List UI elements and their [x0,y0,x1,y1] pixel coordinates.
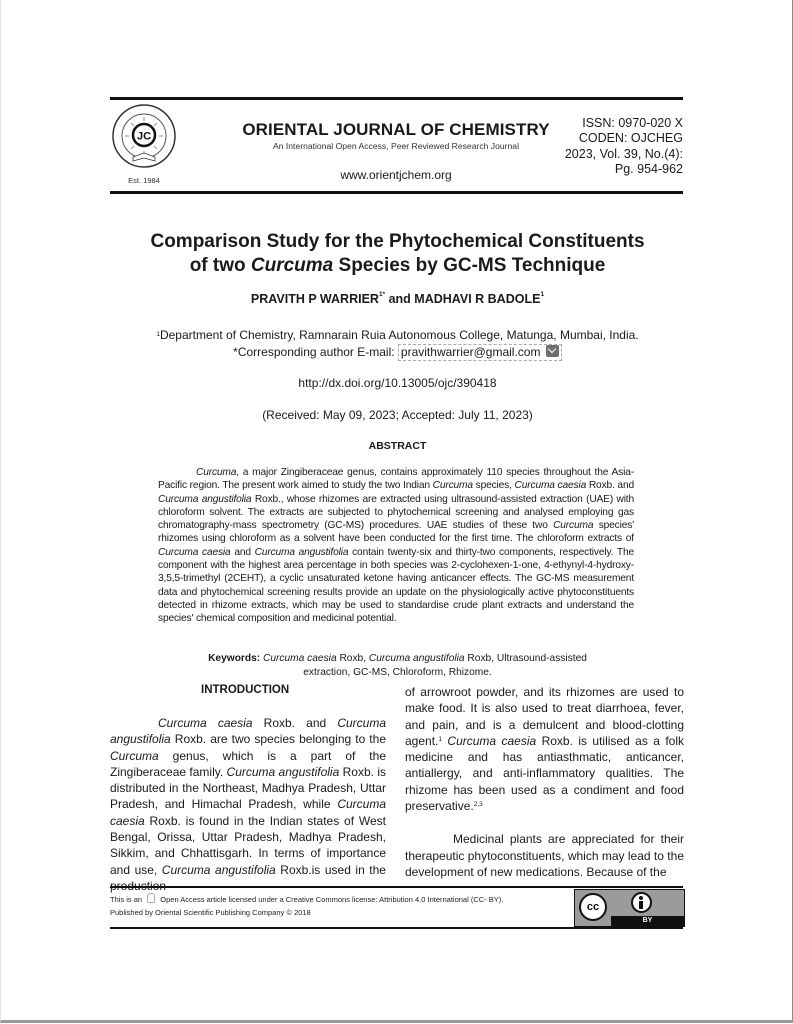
volume: 2023, Vol. 39, No.(4): [564,146,683,161]
title-line-2: of two Curcuma Species by GC-MS Technique [189,255,606,276]
text-run: Roxb. is utilised as a folk medicine and has antiasthmatic, anticancer, antiallergy, and anti-inflammatory qualities. The rhizome has been used as a condiment and food preservative. [405,733,684,814]
cc-by-badge[interactable] [574,889,685,927]
text-run: Roxb, [336,653,369,664]
svg-text:JC: JC [136,130,152,143]
journal-meta [541,116,683,177]
italic-term: Curcuma [553,520,594,532]
cc-icon: cc [579,893,607,921]
intro-paragraph: Medicinal plants are appreciated for their therapeutic phytoconstituents, which may lead to the development of new medications. Because of the [405,832,684,879]
header-top-rule [110,97,683,100]
title-line-1: Comparison Study for the Phytochemical Constituents [150,231,645,252]
journal-seal-icon [111,103,177,169]
keywords-label: Keywords: [208,653,263,664]
italic-term: Curcuma [432,480,473,492]
italic-term: Curcuma caesia [514,480,587,492]
text-run: Roxb. is distributed in the Northeast, Madhya Pradesh, Uttar Pradesh, and Himachal Pradesh, while [110,764,386,812]
abstract-heading: ABSTRACT [368,440,427,452]
text-run: Roxb. is found in the Indian states of West Bengal, Orissa, Uttar Pradesh, Madhya Pradesh, Sikkim, and Chhattisgarh. In terms of importance and use, [110,813,386,877]
journal-title: ORIENTAL JOURNAL OF CHEMISTRY [242,120,550,139]
italic-term: Curcuma angustifolia [226,764,340,779]
article-title [101,230,694,278]
received-dates: (Received: May 09, 2023; Accepted: July 11, 2023) [262,408,533,422]
cc-by-label: BY [611,916,684,926]
text-run: Roxb. are two species belonging to the [170,732,386,747]
citation-ref: 1 [438,735,442,743]
intro-right-column [405,684,684,880]
italic-term: Curcuma caesia [110,797,386,828]
text-run: Roxb. and [252,716,338,730]
attribution-person-icon [631,892,652,913]
text-run: Roxb. and [586,480,634,492]
italic-term: Curcuma caesia [447,733,537,748]
italic-term: Curcuma caesia [263,653,337,664]
footer-top-rule [110,886,683,888]
citation-ref: 2,3 [473,801,483,809]
text-run: genus, which is a part of the Zingiberaceae family. [110,748,386,779]
abstract-text [158,466,634,626]
corresponding-author: *Corresponding author E-mail: pravithwarrier@gmail.com [101,344,694,361]
text-run: Roxb., whose rhizomes are extracted using ultrasound-assisted extraction (UAE) with chloroform solvent. The extracts are subjected to phytochemical screening and analysed employing gas chromatography-mass spectrometry (GC-MS) procedures. UAE studies of these two [158,493,635,532]
publisher: Published by Oriental Scientific Publishing Company © 2018 [110,907,311,917]
italic-term: Curcuma caesia [158,716,253,730]
text-run: Roxb, Ultrasound-assisted extraction, GC-MS, Chloroform, Rhizome. [303,653,587,678]
italic-term: Curcuma angustifolia [158,493,252,505]
italic-term: Curcuma angustifolia [254,546,349,558]
chevron-down-icon[interactable] [546,345,559,357]
italic-term: Curcuma angustifolia [368,653,465,664]
header-bottom-rule [110,191,683,194]
italic-term: Curcuma [110,748,159,763]
italic-term: Curcuma angustifolia [110,716,386,747]
text-run: contain twenty-six and thirty-two components, respectively. The component with the highest area percentage in both species was 2-cyclohexen-1-one, 4-ethynyl-4-hydroxy-3,5,5-trimethyl (2CEHT), a cyclic unsaturated ketone having anticancer effects. The GC-MS measurement data and phytochemical screening results provide an update on the physiologically active phytoconstituents detected in rhizome extracts, which may be used to standardise crude plant extracts and understand the species' chemical composition and medicinal potential. [158,546,635,625]
intro-left-column [110,715,386,894]
text-run: of arrowroot powder, and its rhizomes are used to make food. It is also used to treat diarrhoea, fever, and pain, and is a demulcent and blood-clotting agent. [405,685,684,748]
italic-term: Curcuma angustifolia [161,862,276,877]
pages: Pg. 954-962 [614,161,683,176]
doi-link[interactable]: http://dx.doi.org/10.13005/ojc/390418 [298,376,497,390]
footer-bottom-rule [110,927,683,929]
journal-subtitle: An International Open Access, Peer Reviewed Research Journal [272,141,519,151]
text-run: species, [472,480,515,492]
coden: CODEN: OJCHEG [578,131,683,146]
established-label: Est. 1984 [128,176,160,185]
text-run: species' rhizomes using chloroform as a solvent have been conducted for the first time. The chloroform extracts of [158,520,634,545]
email-link[interactable]: pravithwarrier@gmail.com [398,344,562,361]
text-run: , a major Zingiberaceae genus, contains approximately 110 species throughout the Asia-Pacific region. The present work aimed to study the two Indian [158,467,634,492]
text-run: Roxb.is used in the [280,862,386,877]
affiliation-block [101,327,694,361]
text-run: and [230,546,255,558]
license-note: This is an Open Access article licensed under a Creative Commons license: Attribution 4.0 International (CC- BY). Published by Oriental Scientific Publishing Company © 2018 [110,893,560,919]
journal-url[interactable]: www.orientjchem.org [340,168,452,182]
open-access-lock-icon [147,893,155,903]
italic-term: Curcuma [196,467,237,478]
keywords [191,652,604,679]
intro-paragraph [405,684,684,814]
issn: ISSN: 0970-020 X [582,116,683,130]
authors: PRAVITH P $WARRIER^{1*}$ and MADHAVI R BADOLE$^1$ [250,291,545,306]
author-2: MADHAVI R BADOLE [414,292,541,306]
affiliation: $^1$Department of Chemistry, Ramnarain Ruia Autonomous College, Matunga, Mumbai, India. [156,328,639,342]
author-1: PRAVITH P WARRIER [250,292,379,306]
italic-term: Curcuma caesia [158,546,231,558]
introduction-heading: INTRODUCTION [201,684,290,696]
